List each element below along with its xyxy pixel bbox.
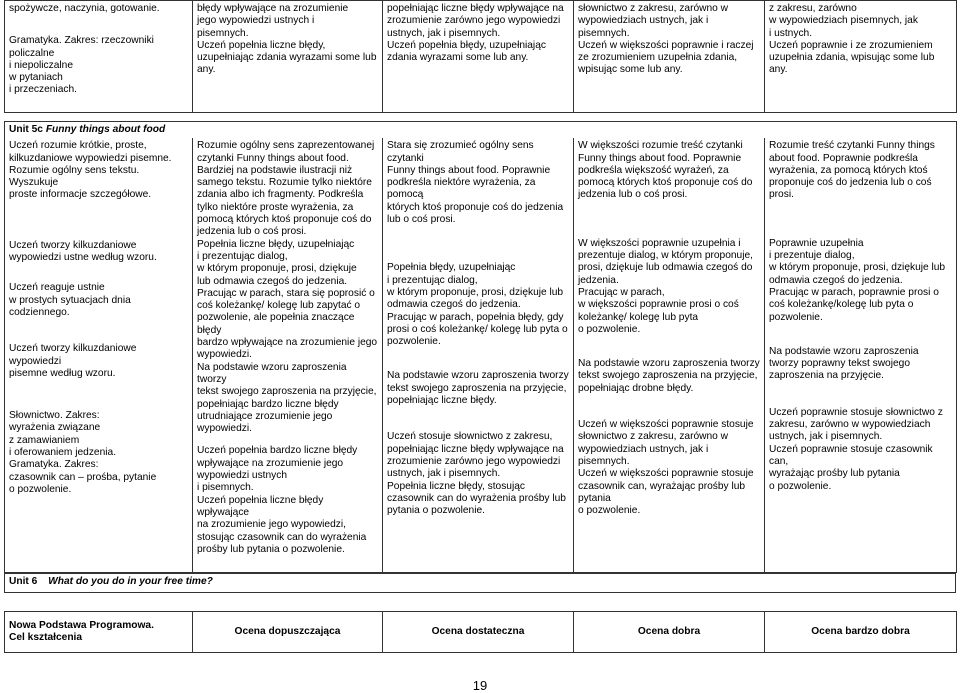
goal-reading: Uczeń rozumie krótkie, proste, kilkuzdaniowe wypowiedzi pisemne. Rozumie ogólny sens tekstu. Wyszukuje proste informacje szczegółowe. — [9, 140, 172, 201]
column-header-row — [5, 612, 957, 653]
unit6-title: What do you do in your free time? — [48, 576, 213, 587]
bardzo-dobra-cell — [765, 1, 957, 113]
dopuszczajaca-header: Ocena dopuszczająca — [193, 612, 383, 653]
dostateczna-cell — [383, 138, 574, 572]
cell-text: Uczeń popełnia bardzo liczne błędy wpływające na zrozumienie jego wypowiedzi ustnych i pisemnych. Uczeń popełnia liczne błędy wpływające na zrozumienie jego wypowiedzi, stosując czasownik can do wyrażenia prośby lub pytania o pozwolenie. — [197, 445, 367, 555]
cell-text: Uczeń popełnia błędy, uzupełniając zdania wyrazami some lub any. — [387, 39, 546, 64]
goal-cell — [5, 138, 193, 572]
goal-writing: Uczeń tworzy kilkuzdaniowe wypowiedzi pisemne według wzoru. — [9, 343, 137, 379]
cell-text: Rozumie treść czytanki Funny things about food. Poprawnie podkreśla wyrażenia, za pomocą których ktoś proponuje coś do jedzenia lub o coś prosi. — [769, 140, 935, 201]
cell-text: Na podstawie wzoru zaproszenia tworzy tekst swojego zaproszenia na przyjęcie, popełniając bardzo liczne błędy utrudniające zrozumienie jego wypowiedzi. — [197, 361, 377, 435]
continuation-row — [5, 1, 957, 113]
vocab-text: spożywcze, naczynia, gotowanie. — [9, 3, 160, 14]
goal-header-line1: Nowa Podstawa Programowa. — [9, 619, 154, 631]
goal-reacting: Uczeń reaguje ustnie w prostych sytuacjach dnia codziennego. — [9, 282, 131, 318]
unit5c-table — [4, 121, 957, 573]
goal-header — [5, 612, 193, 653]
cell-text: błędy wpływające na zrozumienie jego wypowiedzi ustnych i pisemnych. — [197, 3, 349, 39]
cell-text: Uczeń popełnia liczne błędy, uzupełniając zdania wyrazami some lub any. — [197, 39, 377, 76]
unit-content-row — [5, 138, 957, 572]
dopuszczajaca-cell — [193, 138, 383, 572]
dostateczna-header: Ocena dostateczna — [383, 612, 574, 653]
grammar-text: Gramatyka. Zakres: rzeczowniki policzalne i niepoliczalne w pytaniach i przeczeniach. — [9, 35, 154, 96]
cell-text: Uczeń poprawnie stosuje słownictwo z zakresu, zarówno w wypowiedziach ustnych, jak i pisemnych. Uczeń poprawnie stosuje czasownik can, wyrażając prośby lub pytania o pozwolenie. — [769, 406, 943, 492]
continuation-table — [4, 0, 957, 113]
cell-text: Stara się zrozumieć ogólny sens czytanki Funny things about food. Poprawnie podkreśla niektóre wyrażenia, za pomocą których ktoś proponuje coś do jedzenia lub o coś prosi. — [387, 140, 564, 226]
unit6-heading — [5, 574, 956, 593]
cell-text: Na podstawie wzoru zaproszenia tworzy tekst swojego zaproszenia na przyjęcie, popełniając drobne błędy. — [578, 358, 760, 394]
cell-text: Poprawnie uzupełnia i prezentuje dialog, w którym proponuje, prosi, dziękuje lub odmawia czegoś do jedzenia. Pracując w parach, poprawnie prosi o coś koleżankę/kolegę lub pyta o pozwolenie. — [769, 237, 946, 323]
cell-text: Uczeń stosuje słownictwo z zakresu, popełniając liczne błędy wpływające na zrozumienie zarówno jego wypowiedzi ustnych, jak i pisemnych. Popełnia liczne błędy, stosując czasownik can do wyrażenia prośby lub pytania o pozwolenie. — [387, 431, 566, 517]
bardzo-dobra-header: Ocena bardzo dobra — [765, 612, 957, 653]
cell-text: W większości rozumie treść czytanki Funny things about food. Poprawnie podkreśla większość wyrażeń, za pomocą których ktoś proponuje coś do jedzenia lub o coś prosi. — [578, 140, 753, 201]
goal-cell — [5, 1, 193, 113]
unit-heading — [5, 122, 957, 139]
cell-text: W większości poprawnie uzupełnia i prezentuje dialog, w którym proponuje, prosi, dziękuje lub odmawia czegoś do jedzenia. Pracując w parach, w większości poprawnie prosi o coś koleżankę/ kolegę lub pyta o pozwolenie. — [578, 237, 753, 335]
unit6-label: Unit 6 — [9, 576, 38, 587]
cell-text: Rozumie ogólny sens zaprezentowanej czytanki Funny things about food. Bardziej na podstawie ilustracji niż samego tekstu. Rozumie tylko niektóre zdania albo ich fragmenty. Podkreśla tylko niektóre proste wyrażenia, za pomocą których ktoś proponuje coś do jedzenia lub o coś prosi. — [197, 140, 375, 238]
page-number: 19 — [472, 678, 488, 693]
unit6-row — [5, 574, 956, 593]
dobra-cell — [574, 1, 765, 113]
unit-header-row — [5, 122, 957, 139]
unit-label: Unit 5c — [9, 124, 43, 135]
bardzo-dobra-cell — [765, 138, 957, 572]
unit-title: Funny things about food — [45, 124, 166, 135]
goal-speaking: Uczeń tworzy kilkuzdaniowe wypowiedzi ustne według wzoru. — [9, 239, 157, 264]
cell-text: Na podstawie wzoru zaproszenia tworzy poprawny tekst swojego zaproszenia na przyjęcie. — [769, 345, 919, 382]
dobra-cell — [574, 138, 765, 572]
goal-header-line2: Cel kształcenia — [9, 632, 83, 643]
goal-vocab-grammar: Słownictwo. Zakres: wyrażenia związane z zamawianiem i oferowaniem jedzenia. Gramatyka. Zakres: czasownik can – prośba, pytanie o pozwolenie. — [9, 410, 157, 495]
header-table — [4, 611, 957, 653]
dopuszczajaca-cell — [193, 1, 383, 113]
cell-text: Na podstawie wzoru zaproszenia tworzy tekst swojego zaproszenia na przyjęcie, popełniając liczne błędy. — [387, 370, 569, 407]
unit6-table — [4, 573, 956, 593]
cell-text: z zakresu, zarówno w wypowiedziach pisemnych, jak i ustnych. — [769, 3, 918, 39]
cell-text: Uczeń w większości poprawnie i raczej ze zrozumieniem uzupełnia zdania, wpisując some lub any. — [578, 39, 754, 76]
cell-text: Popełnia liczne błędy, uzupełniając i prezentując dialog, w którym proponuje, prosi, dziękuje lub odmawia czegoś do jedzenia. Pracując w parach, stara się poprosić o coś koleżankę/ kolegę lub zapytać o pozwolenie, ale popełnia znaczące błędy bardzo wpływające na zrozumienie jego wypowiedzi. — [197, 238, 378, 361]
cell-text: Uczeń w większości poprawnie stosuje słownictwo z zakresu, zarówno w wypowiedziach ustnych, jak i pisemnych. Uczeń w większości poprawnie stosuje czasownik can, wyrażając prośby lub pytania o pozwolenie. — [578, 419, 754, 517]
cell-text: Popełnia błędy, uzupełniając i prezentując dialog, w którym proponuje, prosi, dziękuje lub odmawia czegoś do jedzenia. Pracując w parach, popełnia błędy, gdy prosi o coś koleżankę/ kolegę lub pyta o pozwolenie. — [387, 262, 568, 348]
dostateczna-cell — [383, 1, 574, 113]
dobra-header: Ocena dobra — [574, 612, 765, 653]
cell-text: Uczeń poprawnie i ze zrozumieniem uzupełnia zdania, wpisując some lub any. — [769, 39, 935, 76]
cell-text: słownictwo z zakresu, zarówno w wypowiedziach ustnych, jak i pisemnych. — [578, 3, 729, 39]
cell-text: popełniając liczne błędy wpływające na zrozumienie zarówno jego wypowiedzi ustnych, jak i pisemnych. — [387, 3, 564, 39]
